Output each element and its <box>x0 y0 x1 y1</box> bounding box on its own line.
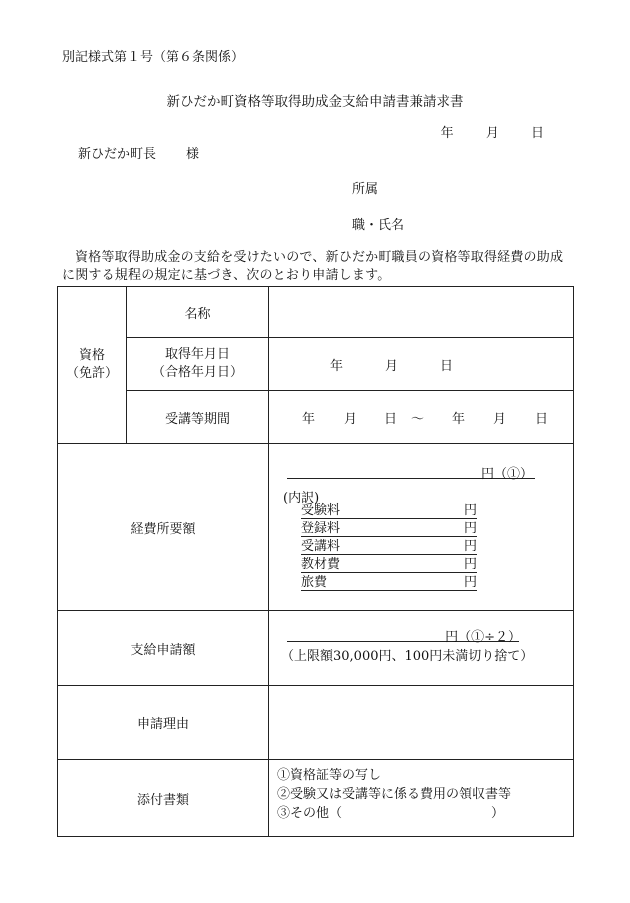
acquired-month: 月 <box>385 359 399 374</box>
breakdown-item[interactable] <box>301 556 477 573</box>
breakdown-item-label: 旅費 <box>301 575 328 590</box>
period-label: 受講等期間 <box>127 391 269 444</box>
breakdown-item-yen: 円 <box>463 521 477 536</box>
breakdown-item-label: 教材費 <box>301 557 341 572</box>
breakdown-item-label: 登録料 <box>301 521 341 536</box>
period-start-day: 日 <box>384 412 398 427</box>
application-date[interactable] <box>413 122 544 141</box>
acquired-day: 日 <box>440 359 454 374</box>
breakdown-item-yen: 円 <box>463 557 477 572</box>
date-month: 月 <box>485 126 499 141</box>
document-title: 新ひだか町資格等取得助成金支給申請書兼請求書 <box>166 94 464 110</box>
breakdown-label: (内訳) <box>283 491 320 506</box>
period-end-month: 月 <box>493 412 507 427</box>
payment-label: 支給申請額 <box>58 611 269 686</box>
date-year: 年 <box>440 126 454 141</box>
intro-text: 資格等取得助成金の支給を受けたいので、新ひだか町職員の資格等取得経費の助成に関する規程の規定に基づき、次のとおり申請します。 <box>62 250 564 283</box>
reason-field[interactable] <box>269 686 574 760</box>
breakdown-item-label: 受講料 <box>301 539 341 554</box>
breakdown-item[interactable] <box>301 574 477 591</box>
breakdown-item-yen: 円 <box>463 503 477 518</box>
recipient <box>78 143 199 162</box>
name-label: 名称 <box>127 287 269 338</box>
period-start-year: 年 <box>302 412 316 427</box>
expense-label: 経費所要額 <box>58 444 269 611</box>
application-table <box>57 286 574 837</box>
acquired-label: 取得年月日 （合格年月日） <box>127 338 269 391</box>
period-end-day: 日 <box>535 412 549 427</box>
attachment-field[interactable] <box>269 760 574 837</box>
name-field[interactable] <box>269 287 574 338</box>
expense-field[interactable] <box>269 444 574 611</box>
form-label: 別記様式第１号（第６条関係） <box>62 50 245 65</box>
acquired-year: 年 <box>330 359 344 374</box>
reason-label: 申請理由 <box>58 686 269 760</box>
payment-field[interactable] <box>269 611 574 686</box>
payment-note: （上限額30,000円、100円未満切り捨て） <box>281 649 534 664</box>
attachment-item: ①資格証等の写し <box>277 768 382 783</box>
recipient-suffix: 様 <box>186 147 200 162</box>
payment-total: 円（①÷２） <box>445 630 521 645</box>
breakdown-item-yen: 円 <box>463 575 477 590</box>
affiliation-label: 所属 <box>352 182 379 197</box>
position-name-label: 職・氏名 <box>352 218 405 233</box>
period-end-year: 年 <box>452 412 466 427</box>
period-separator: ～ <box>411 412 425 427</box>
acquired-date-field[interactable] <box>269 338 574 391</box>
date-day: 日 <box>530 126 544 141</box>
attachment-label: 添付書類 <box>58 760 269 837</box>
qualification-label: 資格 （免許） <box>58 287 127 444</box>
period-start-month: 月 <box>344 412 358 427</box>
recipient-name: 新ひだか町長 <box>78 147 157 162</box>
breakdown-item-yen: 円 <box>463 539 477 554</box>
attachment-close: ） <box>491 806 505 821</box>
expense-total: 円（①） <box>480 467 533 482</box>
attachment-item: ③その他（ <box>277 806 343 821</box>
breakdown-item-label: 受験料 <box>301 503 341 518</box>
period-field[interactable] <box>269 391 574 444</box>
attachment-item: ②受験又は受講等に係る費用の領収書等 <box>277 787 512 802</box>
